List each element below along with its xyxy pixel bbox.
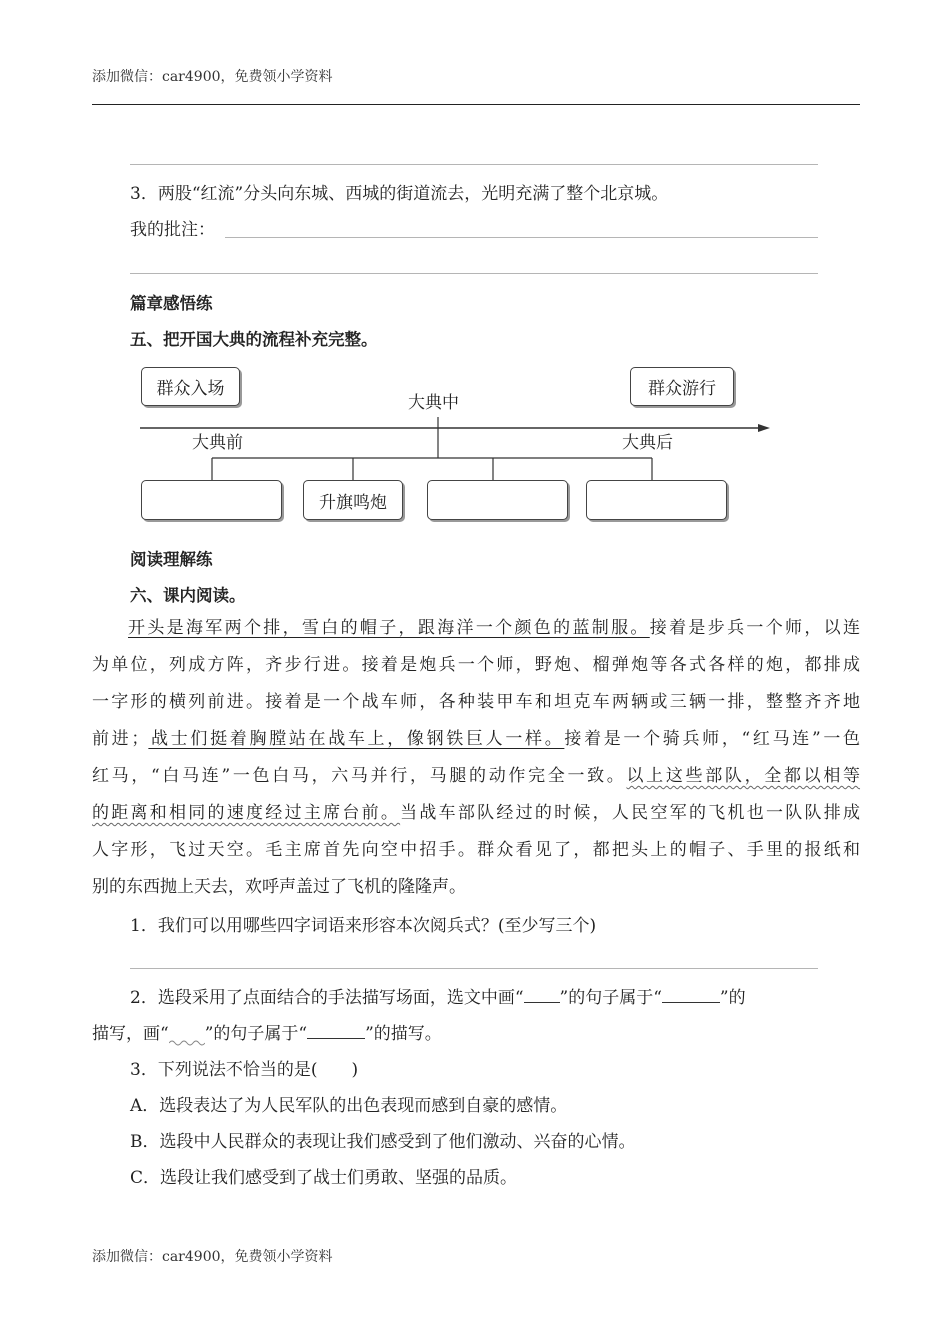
question-2-line-2: 描写，画“ ”的句子属于“ ”的描写。	[92, 1024, 442, 1044]
box-crowd-enter: 群众入场	[141, 367, 240, 406]
wavy-mark-blank	[169, 1023, 205, 1039]
answer-line[interactable]	[130, 968, 818, 969]
annotation-label: 我的批注：	[130, 220, 215, 240]
straight-mark-blank	[524, 986, 560, 1003]
label-before: 大典前	[192, 433, 243, 453]
fill-blank-1[interactable]	[662, 986, 720, 1003]
reading-passage	[92, 610, 860, 906]
label-after: 大典后	[622, 433, 673, 453]
option-c: C．选段让我们感受到了战士们勇敢、坚强的品质。	[130, 1168, 518, 1188]
wavy-sentence: 以上这些部队，全都以相等	[626, 766, 861, 786]
blank-box-2[interactable]	[427, 480, 568, 520]
question-2-line-1: 2．选段采用了点面结合的手法描写场面，选文中画“ ”的句子属于“ ”的	[130, 988, 746, 1008]
underlined-sentence: 开头是海军两个排，雪白的帽子，跟海洋一个颜色的蓝制服。	[128, 618, 650, 638]
passage-line: 开头是海军两个排，雪白的帽子，跟海洋一个颜色的蓝制服。接着是步兵一个师，以连	[128, 618, 861, 638]
passage-line: 前进；战士们挺着胸膛站在战车上，像钢铁巨人一样。接着是一个骑兵师，“红马连”一色	[92, 729, 861, 749]
section-category: 篇章感悟练	[130, 294, 213, 313]
passage-line: 人字形，飞过天空。毛主席首先向空中招手。群众看见了，都把头上的帽子、手里的报纸和	[92, 840, 860, 860]
section-6-title: 六、课内阅读。	[130, 586, 246, 605]
timeline-arrowhead	[758, 424, 770, 432]
passage-line: 一字形的横列前进。接着是一个战车师，各种装甲车和坦克车两辆或三辆一排，整整齐齐地	[92, 692, 860, 712]
page-footer: 添加微信：car4900，免费领小学资料	[92, 1249, 333, 1265]
box-flag-salute: 升旗鸣炮	[303, 480, 403, 520]
passage-line: 的距离和相同的速度经过主席台前。当战车部队经过的时候，人民空军的飞机也一队队排成	[92, 803, 861, 823]
section-5-title: 五、把开国大典的流程补充完整。	[130, 330, 378, 349]
passage-line: 别的东西抛上天去，欢呼声盖过了飞机的隆隆声。	[92, 877, 466, 897]
question-3-stem: 3．下列说法不恰当的是( )	[130, 1060, 359, 1080]
wavy-sentence: 的距离和相同的速度经过主席台前。	[92, 803, 401, 823]
page-header: 添加微信：car4900，免费领小学资料	[92, 69, 333, 85]
option-b: B．选段中人民群众的表现让我们感受到了他们激动、兴奋的心情。	[130, 1132, 636, 1152]
label-during: 大典中	[408, 393, 459, 413]
blank-box-1[interactable]	[141, 480, 282, 520]
blank-box-3[interactable]	[586, 480, 727, 520]
question-1: 1．我们可以用哪些四字词语来形容本次阅兵式？(至少写三个)	[130, 916, 597, 936]
passage-line: 红马，“白马连”一色白马，六马并行，马腿的动作完全一致。以上这些部队，全都以相等	[92, 766, 861, 786]
question-3-sentence: 3．两股“红流”分头向东城、西城的街道流去，光明充满了整个北京城。	[130, 184, 669, 204]
box-crowd-parade: 群众游行	[630, 367, 734, 406]
fill-blank-2[interactable]	[307, 1022, 365, 1039]
option-a: A．选段表达了为人民军队的出色表现而感到自豪的感情。	[130, 1096, 568, 1116]
section-category: 阅读理解练	[130, 550, 213, 569]
underlined-sentence: 战士们挺着胸膛站在战车上，像钢铁巨人一样。	[148, 729, 565, 749]
passage-line: 为单位，列成方阵，齐步行进。接着是炮兵一个师，野炮、榴弹炮等各式各样的炮，都排成	[92, 655, 860, 675]
